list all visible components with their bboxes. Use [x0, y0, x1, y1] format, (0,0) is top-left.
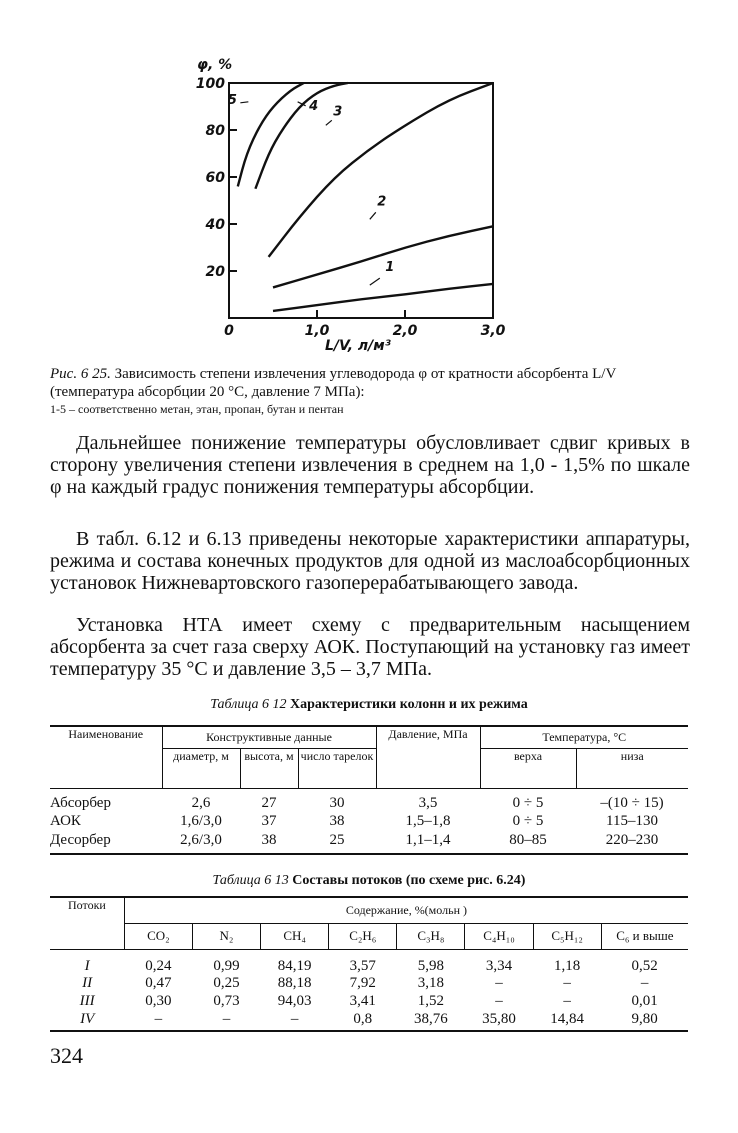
extraction-degree-chart: [185, 45, 515, 365]
curve-label-leader: [326, 120, 332, 125]
table-cell: –: [495, 975, 503, 991]
page-number: 324: [50, 1043, 83, 1068]
y-tick-label: 40: [205, 217, 225, 233]
table-cell: 88,18: [277, 975, 312, 991]
curve-2: [273, 226, 493, 287]
header-design: Конструктивные данные: [162, 726, 376, 748]
header-pressure: Давление, МПа: [376, 726, 480, 788]
table-cell: 1,18: [554, 957, 581, 974]
table-cell: 0,52: [631, 957, 658, 974]
curve-label-5: 5: [227, 92, 237, 108]
column-header: C₅H₁₂: [533, 923, 601, 949]
table-cell: 220–230: [576, 832, 688, 854]
column-header: N₂: [192, 923, 260, 949]
paragraph-2: В табл. 6.12 и 6.13 приведены некоторые характеристики аппаратуры, режима и состава конечных продуктов для одной из маслоабсорбционных установок Нижневартовского газоперерабатывающего завода.: [50, 528, 690, 594]
x-ticks: [224, 310, 506, 339]
table-cell: II: [82, 975, 93, 991]
table-row: [50, 832, 688, 854]
figure-caption: [50, 365, 690, 401]
table-cell: 7,92: [349, 975, 376, 991]
table-row: [50, 949, 688, 975]
x-tick-label: 0: [224, 323, 234, 339]
table-cell: 115–130: [606, 813, 658, 829]
y-tick-label: 20: [205, 264, 225, 280]
table-cell: I: [84, 957, 90, 974]
column-header: C₆ и выше: [601, 923, 688, 949]
column-header: CO₂: [124, 923, 192, 949]
table-cell: 1,5–1,8: [405, 813, 451, 829]
y-axis-label: φ, %: [197, 57, 233, 73]
table-cell: 1,52: [417, 993, 445, 1009]
table-cell: 0,30: [145, 993, 172, 1009]
header-diameter: диаметр, м: [162, 748, 240, 788]
table-cell: 0 ÷ 5: [512, 813, 544, 829]
column-header: C₂H₆: [329, 923, 397, 949]
figure-caption-text: Зависимость степени извлечения углеводорода φ от кратности абсорбента L/V (температура абсорбции 20 °С, давление 7 МПа):: [50, 366, 617, 400]
table-cell: 3,57: [349, 957, 376, 974]
table-cell: –: [192, 1011, 260, 1031]
table-cell: –: [261, 1011, 329, 1031]
table-cell: 0,8: [329, 1011, 397, 1031]
curve-label-leader: [370, 212, 376, 219]
column-header: CH₄: [261, 923, 329, 949]
table-cell: 2,6: [191, 794, 211, 811]
table-row: [50, 975, 688, 993]
curve-label-leader: [240, 102, 248, 103]
y-tick-label: 100: [195, 76, 225, 92]
curve-label-4: 4: [309, 98, 319, 114]
x-axis-label: L/V, л/м³: [325, 338, 391, 354]
table-cell: 84,19: [277, 957, 312, 974]
table-cell: –: [495, 993, 503, 1009]
table-cell: –: [563, 975, 571, 991]
table-cell: 3,41: [349, 993, 376, 1009]
header-temperature: Температура, °С: [480, 726, 688, 748]
curve-label-1: 1: [385, 260, 395, 276]
plot-frame: [229, 83, 493, 318]
table-cell: 38: [329, 813, 345, 829]
table1-number: Таблица 6 12: [210, 697, 287, 712]
table1-title: Характеристики колонн и их режима: [290, 697, 528, 712]
table-cell: 0,01: [631, 993, 658, 1009]
table-cell: 9,80: [601, 1011, 688, 1031]
table-cell: 1,1–1,4: [376, 832, 480, 854]
table-row: [50, 993, 688, 1011]
curve-4: [255, 83, 347, 189]
paragraph-3: Установка НТА имеет схему с предварительным насыщением абсорбента за счет газа сверху АОК. Поступающий на установку газ имеет температуру 35 °С и давление 3,5 – 3,7 МПа.: [50, 614, 690, 680]
table-cell: IV: [50, 1011, 124, 1031]
paragraph-1: Дальнейшее понижение температуры обусловливает сдвиг кривых в сторону увеличения степени извлечения в среднем на 1,0 - 1,5% по шкале φ на каждый градус понижения температуры абсорбции.: [50, 432, 690, 498]
header-bottom: низа: [576, 748, 688, 788]
table-cell: 5,98: [417, 957, 445, 974]
header-top: верха: [480, 748, 576, 788]
curve-label-2: 2: [377, 194, 387, 210]
table-cell: 2,6/3,0: [162, 832, 240, 854]
table-cell: 0,24: [145, 957, 172, 974]
table2-number: Таблица 6 13: [212, 873, 289, 888]
table-row: [50, 1011, 688, 1031]
curve-1: [273, 284, 493, 311]
table-cell: –(10 ÷ 15): [600, 794, 664, 811]
table-cell: 3,34: [485, 957, 513, 974]
table-cell: 25: [298, 832, 376, 854]
table-cell: 38: [240, 832, 298, 854]
curve-5: [238, 83, 304, 186]
curves: [228, 83, 493, 311]
column-header: C₃H₈: [397, 923, 465, 949]
table-cell: 94,03: [277, 993, 312, 1009]
table-cell: 0,25: [213, 975, 240, 991]
table-flow-compositions: [50, 896, 688, 1032]
x-tick-label: 2,0: [392, 323, 418, 339]
table1-caption: [0, 697, 738, 713]
table-cell: 14,84: [533, 1011, 601, 1031]
table-cell: 37: [261, 813, 277, 829]
table-cell: 0 ÷ 5: [512, 794, 544, 811]
table-cell: –: [124, 1011, 192, 1031]
x-tick-label: 1,0: [304, 323, 330, 339]
figure-caption-note: 1-5 – соответственно метан, этан, пропан, бутан и пентан: [50, 402, 344, 416]
table-cell: Абсорбер: [50, 794, 111, 811]
header-flows: Потоки: [50, 897, 124, 949]
y-tick-label: 80: [205, 123, 225, 139]
header-content: Содержание, %(мольн ): [124, 897, 688, 923]
table-cell: 0,73: [213, 993, 240, 1009]
curve-label-3: 3: [333, 104, 343, 120]
header-trays: число тарелок: [298, 748, 376, 788]
table2-title: Составы потоков (по схеме рис. 6.24): [292, 873, 526, 888]
curve-3: [269, 83, 493, 257]
table-cell: 38,76: [397, 1011, 465, 1031]
table2-caption: [0, 873, 738, 889]
table-cell: III: [79, 993, 95, 1009]
table-cell: 27: [261, 794, 277, 811]
table-cell: Десорбер: [50, 832, 162, 854]
table-cell: 0,99: [213, 957, 240, 974]
table-cell: 35,80: [465, 1011, 533, 1031]
table-cell: 1,6/3,0: [180, 813, 222, 829]
curve-label-leader: [370, 278, 380, 285]
header-name: Наименование: [50, 726, 162, 788]
table-cell: 3,5: [418, 794, 438, 811]
y-tick-label: 60: [205, 170, 225, 186]
table-cell: 0,47: [145, 975, 172, 991]
figure-caption-label: Рис. 6 25.: [50, 366, 111, 382]
table-cell: 80–85: [480, 832, 576, 854]
table-row: [50, 788, 688, 812]
table-cell: 3,18: [417, 975, 445, 991]
table-cell: 30: [329, 794, 345, 811]
column-header: C₄H₁₀: [465, 923, 533, 949]
table-cell: –: [563, 993, 571, 1009]
header-height: высота, м: [240, 748, 298, 788]
x-tick-label: 3,0: [480, 323, 506, 339]
table-cell: АОК: [50, 813, 81, 829]
table-columns-characteristics: [50, 725, 688, 855]
table-row: [50, 812, 688, 832]
table-cell: –: [640, 975, 649, 991]
